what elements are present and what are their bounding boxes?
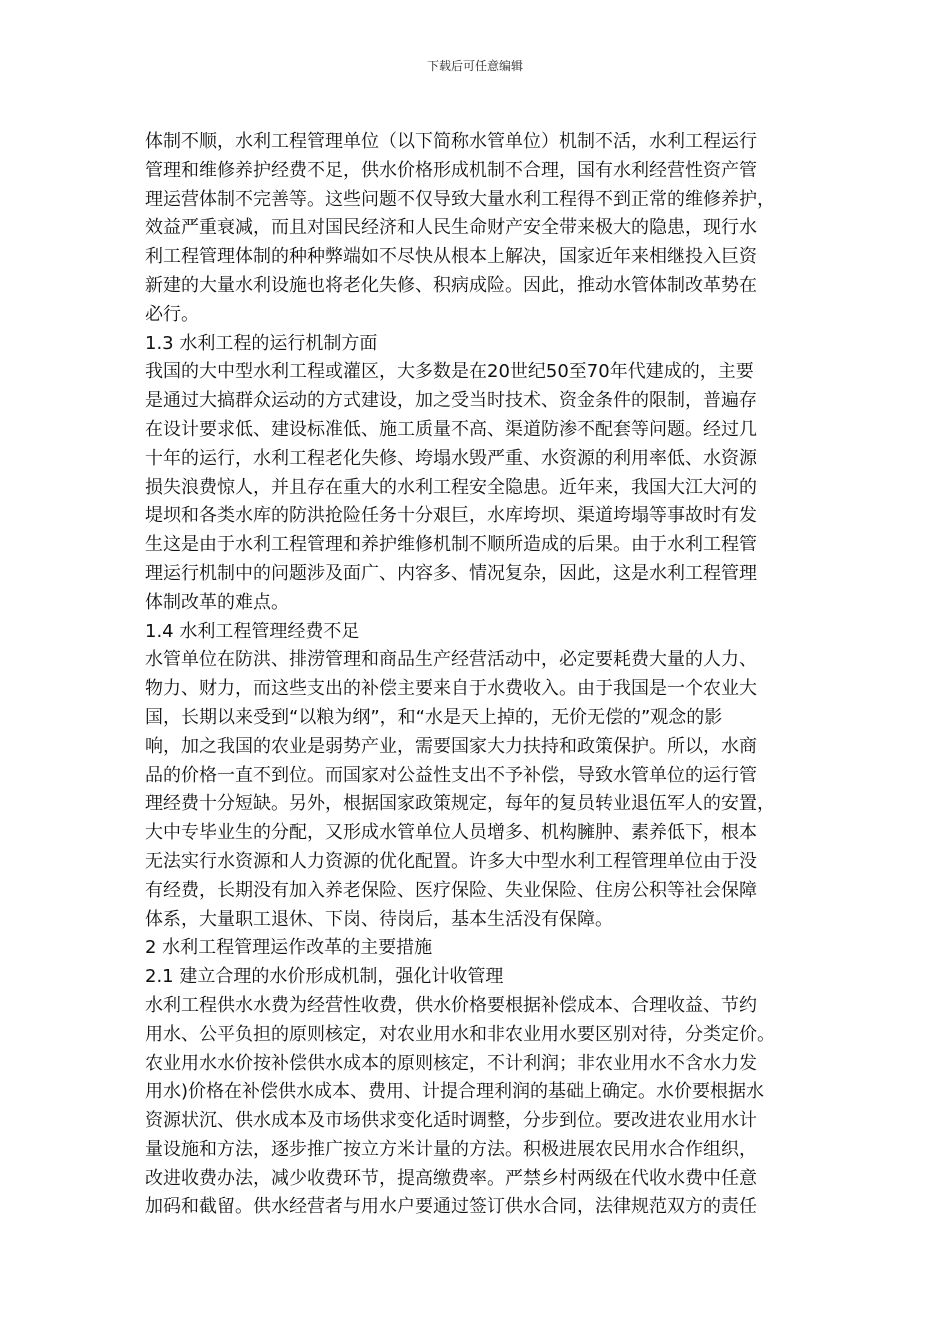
- text-line: 效益严重衰减，而且对国民经济和人民生命财产安全带来极大的隐患，现行水: [145, 217, 757, 239]
- text-line: 在设计要求低、建设标准低、施工质量不高、渠道防渗不配套等问题。经过几: [145, 418, 757, 440]
- text-line: 堤坝和各类水库的防洪抢险任务十分艰巨，水库垮坝、渠道垮塌等事故时有发: [145, 505, 757, 527]
- text-line: 利工程管理体制的种种弊端如不尽快从根本上解决，国家近年来相继投入巨资: [145, 246, 757, 268]
- text-line: 农业用水水价按补偿供水成本的原则核定，不计利润；非农业用水不含水力发: [145, 1052, 757, 1074]
- text-line: 生这是由于水利工程管理和养护维修机制不顺所造成的后果。由于水利工程管: [145, 534, 757, 556]
- text-line: 物力、财力，而这些支出的补偿主要来自于水费收入。由于我国是一个农业大: [145, 678, 757, 700]
- text-line: 管理和维修养护经费不足，供水价格形成机制不合理，国有水利经营性资产管: [145, 159, 757, 181]
- text-line: 必行。: [145, 303, 199, 325]
- text-line: 体制改革的难点。: [145, 591, 289, 613]
- text-line: 我国的大中型水利工程或灌区，大多数是在20世纪50至70年代建成的，主要: [145, 361, 754, 383]
- text-line: 理运行机制中的问题涉及面广、内容多、情况复杂，因此，这是水利工程管理: [145, 562, 757, 584]
- text-line: 是通过大搞群众运动的方式建设，加之受当时技术、资金条件的限制，普遍存: [145, 390, 757, 412]
- body-text: [145, 128, 810, 1222]
- text-line: 改进收费办法，减少收费环节，提高缴费率。严禁乡村两级在代收水费中任意: [145, 1167, 757, 1189]
- text-line: 品的价格一直不到位。而国家对公益性支出不予补偿，导致水管单位的运行管: [145, 764, 757, 786]
- text-line: 量设施和方法，逐步推广按立方米计量的方法。积极进展农民用水合作组织，: [145, 1138, 757, 1160]
- text-line: 新建的大量水利设施也将老化失修、积病成险。因此，推动水管体制改革势在: [145, 274, 757, 296]
- text-line: 水利工程供水水费为经营性收费，供水价格要根据补偿成本、合理收益、节约: [145, 994, 757, 1016]
- text-line: 损失浪费惊人，并且存在重大的水利工程安全隐患。近年来，我国大江大河的: [145, 476, 757, 498]
- text-line: 十年的运行，水利工程老化失修、垮塌水毁严重、水资源的利用率低、水资源: [145, 447, 757, 469]
- text-line: 响，加之我国的农业是弱势产业，需要国家大力扶持和政策保护。所以，水商: [145, 735, 757, 757]
- text-line: 理运营体制不完善等。这些问题不仅导致大量水利工程得不到正常的维修养护，: [145, 188, 775, 210]
- text-line: 国，长期以来受到“以粮为纲”，和“水是天上掉的，无价无偿的”观念的影: [145, 706, 723, 728]
- text-line: 加码和截留。供水经营者与用水户要通过签订供水合同，法律规范双方的责任: [145, 1196, 757, 1218]
- text-line: 体制不顺，水利工程管理单位（以下简称水管单位）机制不活，水利工程运行: [145, 131, 757, 152]
- text-line: 理经费十分短缺。另外，根据国家政策规定，每年的复员转业退伍军人的安置，: [145, 793, 775, 815]
- text-line: 无法实行水资源和人力资源的优化配置。许多大中型水利工程管理单位由于没: [145, 850, 757, 872]
- text-line: 有经费，长期没有加入养老保险、医疗保险、失业保险、住房公积等社会保障: [145, 879, 757, 901]
- text-line: 体系，大量职工退休、下岗、待岗后，基本生活没有保障。: [145, 908, 613, 930]
- page-header-note: 下载后可任意编辑: [426, 59, 523, 73]
- text-line: 大中专毕业生的分配，又形成水管单位人员增多、机构臃肿、素养低下，根本: [145, 822, 757, 844]
- text-line: 1.4 水利工程管理经费不足: [145, 620, 360, 642]
- text-line: 1.3 水利工程的运行机制方面: [145, 332, 378, 354]
- text-line: 资源状沉、供水成本及市场供求变化适时调整，分步到位。要改进农业用水计: [145, 1110, 757, 1132]
- text-line: 水管单位在防洪、排涝管理和商品生产经营活动中，必定要耗费大量的人力、: [145, 649, 757, 671]
- text-line: 2 水利工程管理运作改革的主要措施: [145, 937, 433, 959]
- text-line: 用水)价格在补偿供水成本、费用、计提合理利润的基础上确定。水价要根据水: [145, 1081, 765, 1103]
- text-line: 用水、公平负担的原则核定，对农业用水和非农业用水要区别对待，分类定价。: [145, 1023, 775, 1045]
- text-line: 2.1 建立合理的水价形成机制，强化计收管理: [145, 966, 504, 988]
